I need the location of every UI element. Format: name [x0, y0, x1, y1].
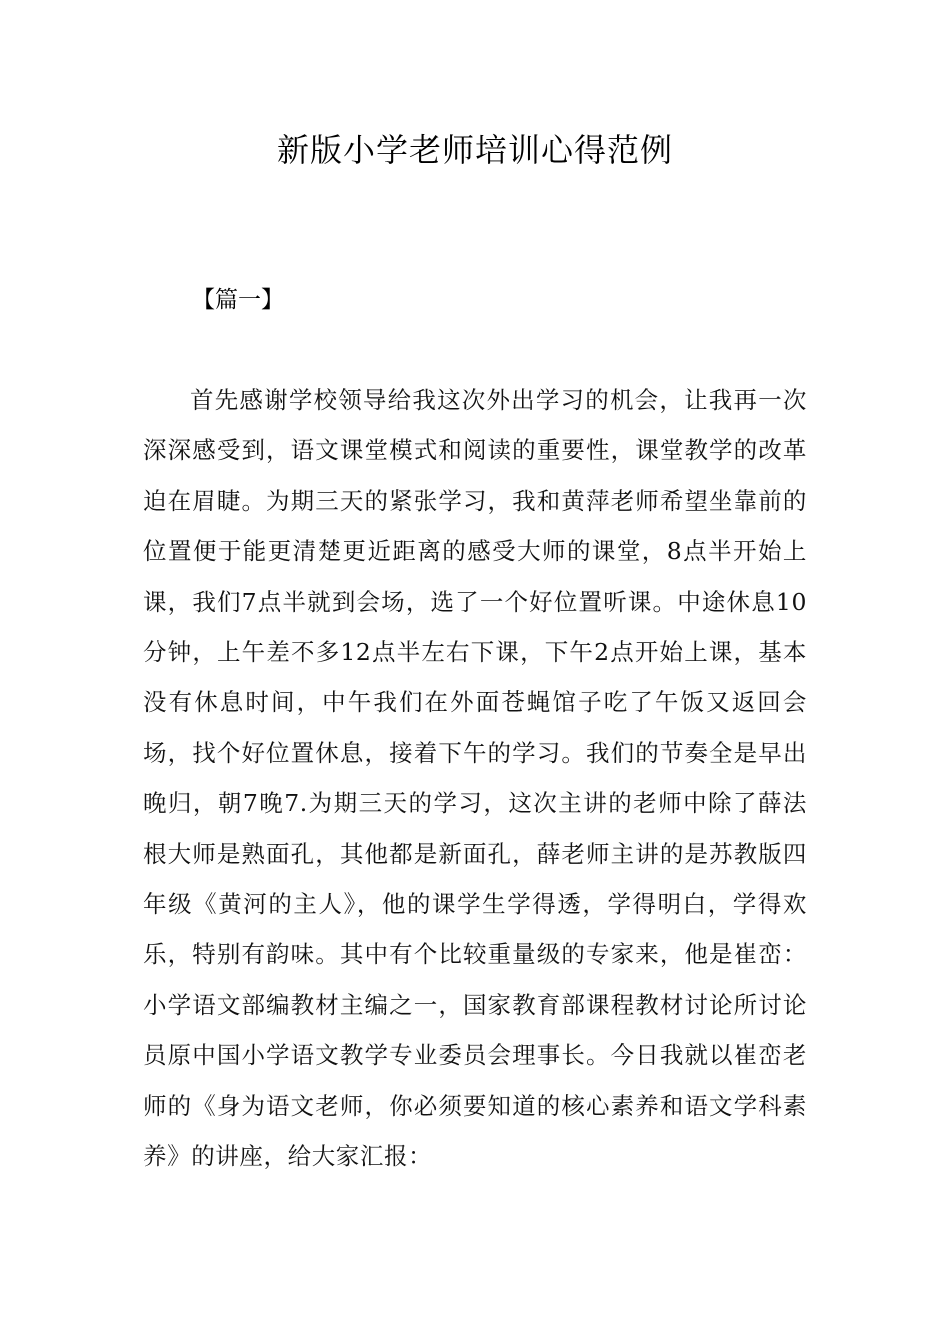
- document-title: 新版小学老师培训心得范例: [276, 131, 673, 169]
- body-paragraph: 首先感谢学校领导给我这次外出学习的机会，让我再一次深深感受到，语文课堂模式和阅读的重要性，课堂教学的改革迫在眉睫。为期三天的紧张学习，我和黄萍老师希望坐靠前的位置便于能更清楚更近距离的感受大师的课堂，8点半开始上课，我们7点半就到会场，选了一个好位置听课。中途休息10分钟，上午差不多12点半左右下课，下午2点开始上课，基本没有休息时间，中午我们在外面苍蝇馆子吃了午饭又返回会场，找个好位置休息，接着下午的学习。我们的节奏全是早出晚归，朝7晚7.为期三天的学习，这次主讲的老师中除了薛法根大师是熟面孔，其他都是新面孔，薛老师主讲的是苏教版四年级《黄河的主人》，他的课学生学得透，学得明白，学得欢乐，特别有韵味。其中有个比较重量级的专家来，他是崔峦：小学语文部编教材主编之一，国家教育部课程教材讨论所讨论员原中国小学语文教学专业委员会理事长。今日我就以崔峦老师的《身为语文老师，你必须要知道的核心素养和语文学科素养》的讲座，给大家汇报：: [143, 386, 807, 1171]
- section-heading: 【篇一】: [192, 287, 284, 313]
